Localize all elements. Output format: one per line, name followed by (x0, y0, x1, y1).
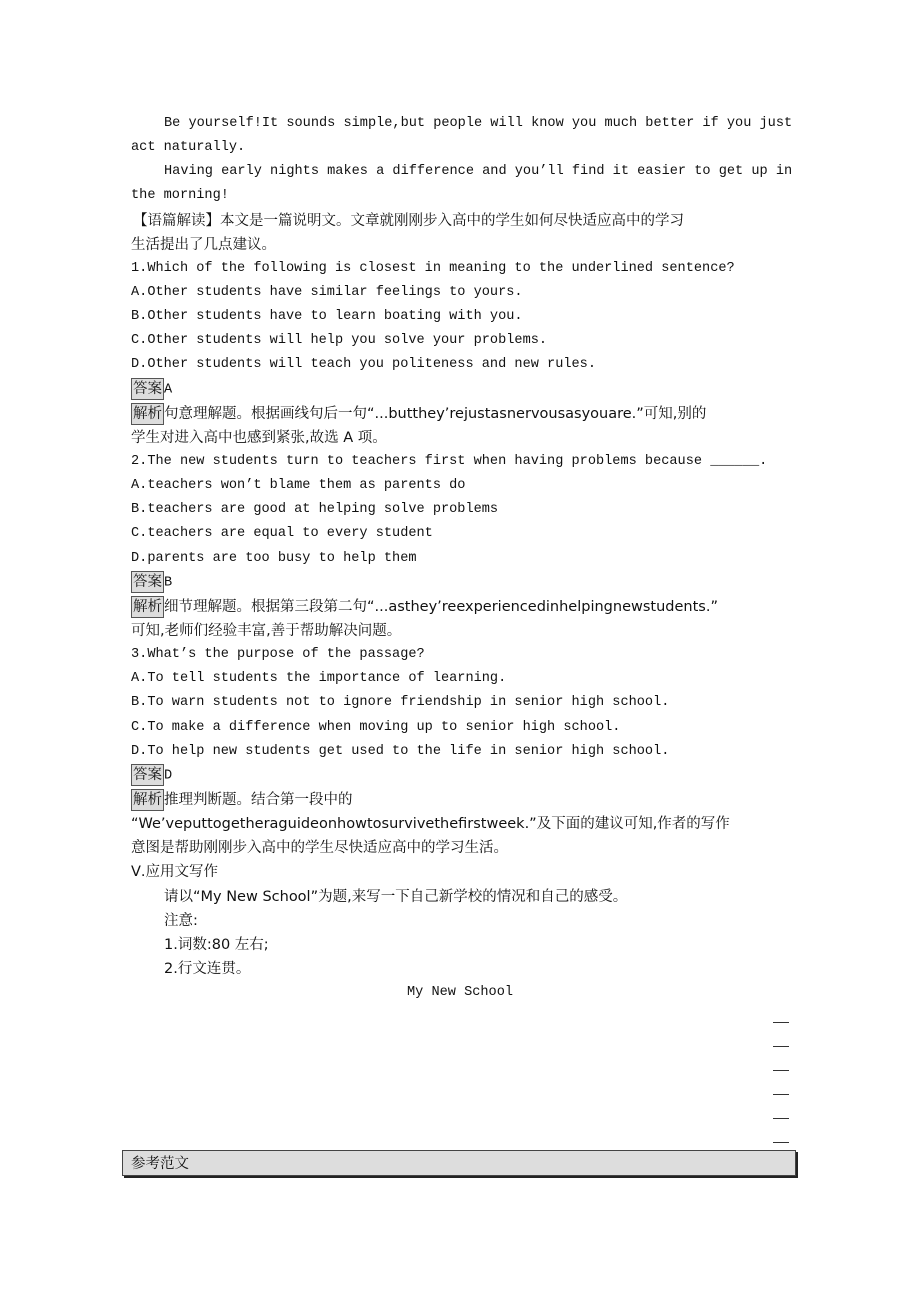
question-3: 3.What’s the purpose of the passage? (131, 647, 425, 663)
answer-tag: 答案 (131, 378, 164, 400)
option: C.To make a difference when moving up to senior high school. (131, 719, 621, 735)
analysis-line: “We’veputtogetheraguideonhowtosurvivethefirstweek.”及下面的建议可知,作者的写作 (131, 816, 730, 833)
option: B.teachers are good at helping solve problems (131, 502, 499, 518)
analysis-tag: 解析 (131, 789, 164, 811)
blank-line (773, 1118, 789, 1119)
option: A.Other students have similar feelings to yours. (131, 284, 523, 300)
answer-line (131, 764, 789, 788)
analysis-line: 解析 推理判断题。结合第一段中的 (131, 788, 789, 812)
option: B.To warn students not to ignore friendship in senior high school. (131, 695, 670, 711)
option: A.teachers won’t blame them as parents do (131, 478, 466, 494)
analysis-tag: 解析 (131, 403, 164, 425)
section-heading: Ⅴ.应用文写作 (131, 864, 219, 881)
intro-line: Be yourself!It sounds simple,but people will know you much better if you just (164, 116, 793, 131)
question-1: 1.Which of the following is closest in meaning to the underlined sentence? (131, 260, 735, 276)
option: B.Other students have to learn boating with you. (131, 309, 523, 325)
intro-line: act naturally. (131, 140, 246, 156)
blank-line (773, 1094, 789, 1095)
summary-line: 【语篇解读】本文是一篇说明文。文章就刚刚步入高中的学生如何尽快适应高中的学习 (133, 212, 684, 229)
option: C.Other students will help you solve your problems. (131, 333, 548, 349)
option: D.To help new students get used to the life in senior high school. (131, 743, 670, 759)
essay-title: My New School (406, 985, 514, 1001)
option: A.To tell students the importance of learning. (131, 671, 507, 687)
intro-line: the morning! (131, 188, 229, 204)
analysis-line: 学生对进入高中也感到紧张,故选 A 项。 (131, 429, 387, 446)
answer-value: A (164, 382, 173, 398)
answer-tag: 答案 (131, 764, 164, 786)
blank-line (773, 1070, 789, 1071)
blank-line (773, 1142, 789, 1143)
summary-line: 生活提出了几点建议。 (131, 236, 276, 253)
writing-rule: 1.词数:80 左右; (164, 936, 269, 953)
analysis-line: 意图是帮助刚刚步入高中的学生尽快适应高中的学习生活。 (131, 840, 508, 857)
option: D.Other students will teach you politeness and new rules. (131, 357, 596, 373)
writing-rule: 2.行文连贯。 (164, 960, 251, 977)
option: D.parents are too busy to help them (131, 550, 417, 566)
blank-line (773, 1046, 789, 1047)
answer-tag: 答案 (131, 571, 164, 593)
blank-line (773, 1022, 789, 1023)
answer-line (131, 378, 789, 402)
intro-line: Having early nights makes a difference and you’ll find it easier to get up in (164, 164, 793, 180)
analysis-line: 可知,老师们经验丰富,善于帮助解决问题。 (131, 622, 402, 639)
answer-value: D (164, 768, 173, 784)
option: C.teachers are equal to every student (131, 526, 433, 542)
answer-line (131, 571, 789, 595)
writing-note: 注意: (164, 912, 198, 929)
question-2: 2.The new students turn to teachers first when having problems because ______. (131, 453, 768, 469)
answer-value: B (164, 575, 173, 591)
analysis-line: 解析 细节理解题。根据第三段第二句“...asthey’reexperiencedinhelpingnewstudents.” (131, 595, 789, 619)
analysis-tag: 解析 (131, 596, 164, 618)
reference-essay-label: 参考范文 (122, 1150, 796, 1176)
writing-prompt: 请以“My New School”为题,来写一下自己新学校的情况和自己的感受。 (164, 888, 628, 905)
analysis-line: 解析 句意理解题。根据画线句后一句“...butthey’rejustasnervousasyouare.”可知,别的 (131, 402, 789, 426)
